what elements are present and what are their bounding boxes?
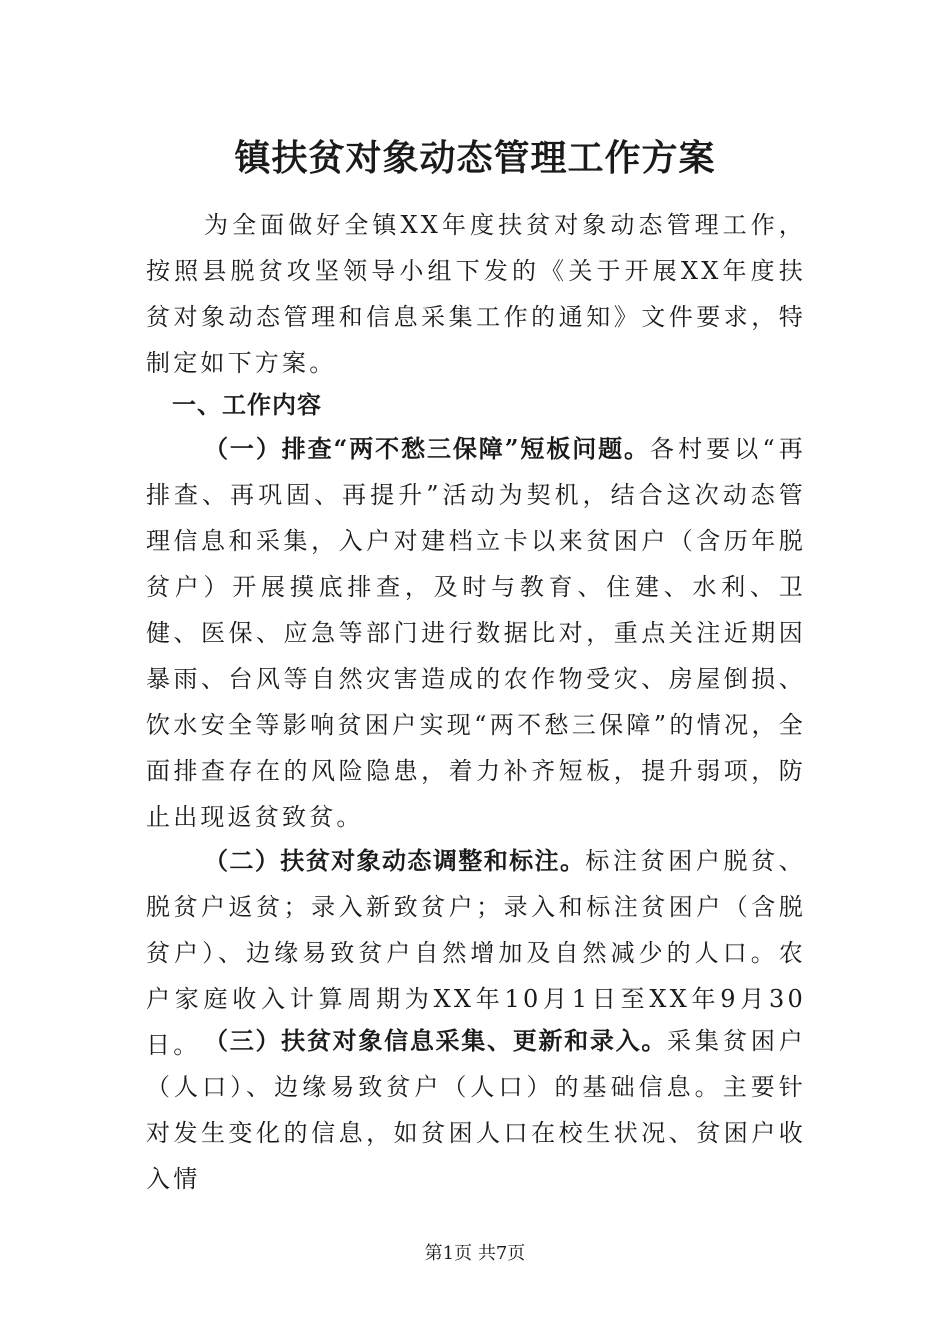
item-text-3: 采集贫困户（人口）、边缘易致贫户（人口）的基础信息。主要针对发生变化的信息，如贫困人口在校生状况、贫困户收入情 bbox=[146, 1027, 807, 1193]
document-title: 镇扶贫对象动态管理工作方案 bbox=[234, 137, 716, 179]
item-text-1: 各村要以“再排查、再巩固、再提升”活动为契机，结合这次动态管理信息和采集，入户对建档立卡以来贫困户（含历年脱贫户）开展摸底排查，及时与教育、住建、水利、卫健、医保、应急等部门进行数据比对，重点关注近期因暴雨、台风等自然灾害造成的农作物受灾、房屋倒损、饮水安全等影响贫困户实现“两不愁三保障”的情况，全面排查存在的风险隐患，着力补齐短板，提升弱项，防止出现返贫致贫。 bbox=[146, 435, 806, 831]
item-lead-3: （三）扶贫对象信息采集、更新和录入。 bbox=[204, 1026, 668, 1055]
intro-paragraph: 为全面做好全镇XX年度扶贫对象动态管理工作，按照县脱贫攻坚领导小组下发的《关于开展XX年度扶贫对象动态管理和信息采集工作的通知》文件要求，特制定如下方案。 bbox=[146, 211, 806, 377]
item-paragraph-1 bbox=[146, 426, 806, 840]
page-footer: 第1页 共7页 bbox=[424, 1243, 526, 1264]
item-lead-1: （一）排查“两不愁三保障”短板问题。 bbox=[204, 434, 650, 463]
item-paragraph-3 bbox=[146, 1018, 806, 1202]
item-text-2: 标注贫困户脱贫、脱贫户返贫；录入新致贫户；录入和标注贫困户（含脱贫户）、边缘易致贫户自然增加及自然减少的人口。农户家庭收入计算周期为XX年10月1日至XX年9月30日。 bbox=[146, 847, 806, 1059]
item-lead-2: （二）扶贫对象动态调整和标注。 bbox=[204, 846, 586, 875]
section-heading: 一、工作内容 bbox=[172, 390, 322, 419]
